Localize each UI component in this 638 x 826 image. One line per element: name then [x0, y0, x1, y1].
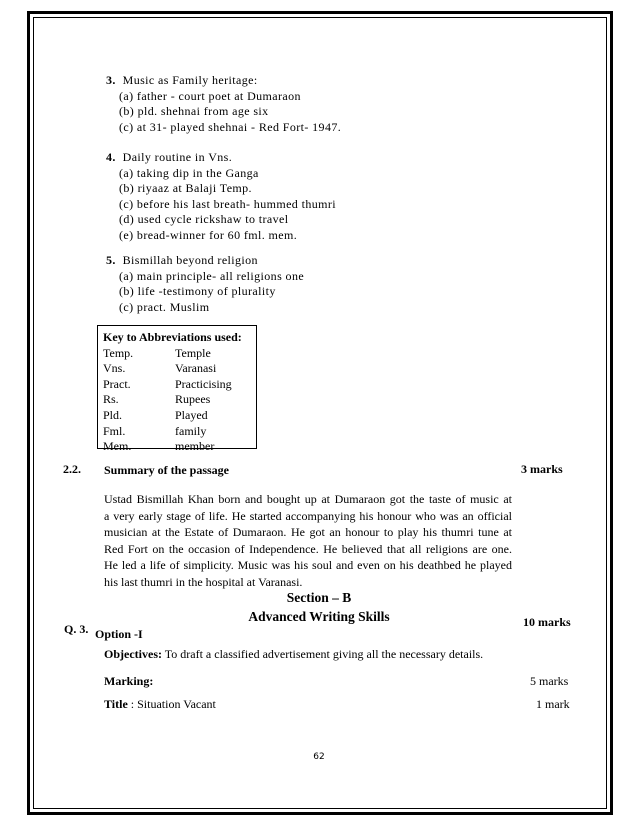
- section-marks: 10 marks: [523, 615, 571, 629]
- abbreviation-row: [103, 377, 256, 393]
- outline-item: (e) bread-winner for 60 fml. mem.: [119, 227, 298, 242]
- abbreviation-meaning: family: [175, 423, 207, 438]
- abbreviation: Pld.: [103, 407, 123, 422]
- outline-point-3: [106, 73, 341, 135]
- section-subheading: Advanced Writing Skills: [248, 609, 390, 624]
- outline-item: (a) father - court poet at Dumaraon: [119, 88, 301, 103]
- summary-line: Ustad Bismillah Khan born and bought up at Dumaraon got the taste of music at: [104, 492, 512, 506]
- summary-line: a very early stage of life. He started accompanying his honour who was an official: [104, 508, 512, 523]
- outline-item: (b) life -testimony of plurality: [119, 284, 276, 298]
- abbreviation: Temp.: [103, 345, 134, 360]
- abbreviation-row: [103, 346, 256, 362]
- outline-title: Bismillah beyond religion: [122, 253, 258, 267]
- abbreviation-meaning: Varanasi: [175, 361, 217, 376]
- marking-label: Marking:: [104, 674, 154, 688]
- summary-marks: 3 marks: [521, 462, 563, 476]
- outline-heading: [106, 253, 304, 269]
- outline-title: Daily routine in Vns.: [122, 150, 233, 164]
- title-label: Title: [104, 697, 128, 711]
- outline-point-4: [106, 150, 336, 243]
- outline-title: Music as Family heritage:: [122, 73, 258, 87]
- summary-title: Summary of the passage: [104, 463, 229, 477]
- abbreviation: Mem.: [103, 439, 132, 454]
- outline-heading: [106, 150, 336, 166]
- marking-marks: 5 marks: [530, 674, 569, 688]
- page-number: 62: [313, 752, 325, 762]
- summary-paragraph: [104, 491, 512, 591]
- summary-line: musician at the Estate of Dumaraon. He got an honour to play his thumri tune at: [104, 525, 512, 540]
- outline-item: (c) before his last breath- hummed thumri: [119, 196, 337, 211]
- abbreviation-row: [103, 439, 256, 455]
- outline-number: 4.: [106, 150, 116, 164]
- summary-line: his last thumri in the hospital at Varanasi.: [104, 574, 303, 589]
- outline-item: (a) taking dip in the Ganga: [119, 165, 259, 180]
- abbreviation: Fml.: [103, 423, 126, 438]
- summary-number: 2.2.: [63, 462, 81, 476]
- outline-item: (c) at 31- played shehnai - Red Fort- 1947.: [119, 119, 342, 134]
- outline-number: 5.: [106, 253, 116, 267]
- outline-item: (b) pld. shehnai from age six: [119, 104, 269, 118]
- title-marks: 1 mark: [536, 697, 570, 711]
- abbreviation-row: [103, 424, 256, 440]
- abbreviation-meaning: member: [175, 439, 215, 454]
- abbreviation-meaning: Practicising: [175, 376, 232, 391]
- outline-item: (a) main principle- all religions one: [119, 268, 305, 283]
- objectives-label: Objectives:: [104, 647, 162, 661]
- abbreviation-row: [103, 408, 256, 424]
- section-heading: Section – B: [286, 590, 352, 605]
- title-text: Situation Vacant: [137, 697, 216, 711]
- objectives-text: To draft a classified advertisement giving all the necessary details.: [164, 647, 484, 661]
- abbreviation-meaning: Played: [175, 407, 208, 422]
- outline-item: (c) pract. Muslim: [119, 299, 210, 314]
- abbreviation: Vns.: [103, 361, 126, 376]
- abbreviation-row: [103, 392, 256, 408]
- objectives-row: [104, 647, 483, 662]
- abbreviation-row: [103, 361, 256, 377]
- abbreviation: Rs.: [103, 392, 119, 407]
- summary-line: Red Fort on the occasion of Independence. He believed that all religions are one.: [104, 541, 512, 556]
- abbreviation: Pract.: [103, 376, 131, 391]
- question-number: Q. 3.: [64, 622, 89, 636]
- outline-heading: [106, 73, 341, 89]
- abbreviations-key-title: Key to Abbreviations used:: [103, 330, 242, 344]
- title-row: [104, 697, 216, 712]
- abbreviation-meaning: Temple: [175, 345, 211, 360]
- outline-item: (b) riyaaz at Balaji Temp.: [119, 181, 252, 195]
- outline-point-5: [106, 253, 304, 315]
- outline-number: 3.: [106, 73, 116, 87]
- abbreviations-key-box: [97, 325, 257, 454]
- title-separator: :: [130, 697, 135, 711]
- outline-item: (d) used cycle rickshaw to travel: [119, 212, 289, 226]
- summary-line: He led a life of simplicity. Music was his soul and even on his deathbed he played: [104, 558, 512, 573]
- abbreviation-meaning: Rupees: [175, 392, 211, 407]
- question-option: Option -I: [95, 627, 143, 641]
